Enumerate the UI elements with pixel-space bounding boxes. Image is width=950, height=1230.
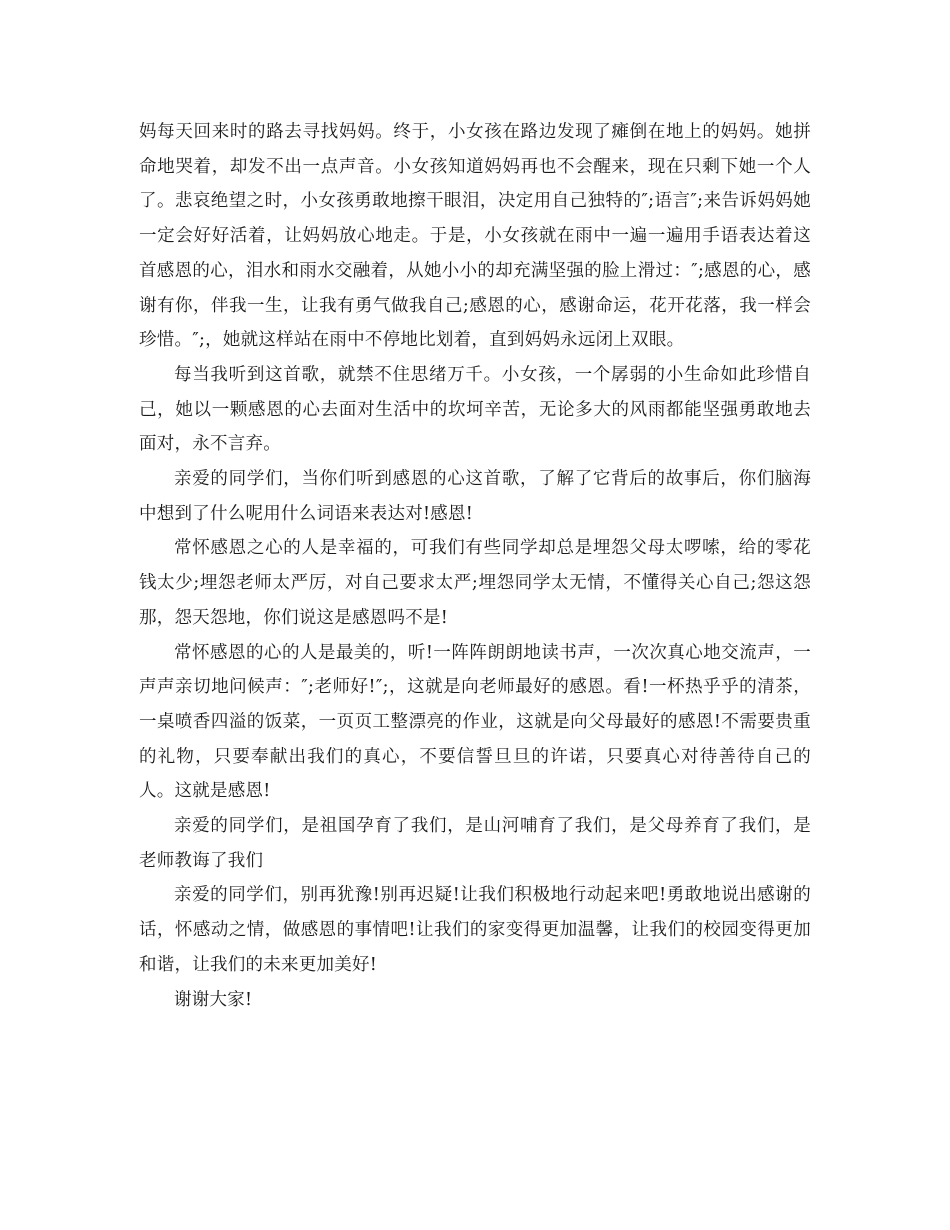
paragraph-thanks: 谢谢大家! (174, 989, 253, 1010)
paragraph-call-to-action: 亲爱的同学们，别再犹豫!别再迟疑!让我们积极地行动起来吧!勇敢地说出感谢的话，怀感动之情，做感恩的事情吧!让我们的家变得更加温馨，让我们的校园变得更加和谐，让我们的未来更加美好! (139, 885, 811, 975)
document-body (139, 115, 811, 1017)
paragraph-nurtured: 亲爱的同学们，是祖国孕育了我们，是山河哺育了我们，是父母养育了我们，是老师教诲了我们 (139, 816, 811, 871)
paragraph-story-continuation: 妈每天回来时的路去寻找妈妈。终于，小女孩在路边发现了瘫倒在地上的妈妈。她拼命地哭着，却发不出一点声音。小女孩知道妈妈再也不会醒来，现在只剩下她一个人了。悲哀绝望之时，小女孩勇敢地擦干眼泪，决定用自己独特的″;语言″;来告诉妈妈她一定会好好活着，让妈妈放心地走。于是，小女孩就在雨中一遍一遍用手语表达着这首感恩的心，泪水和雨水交融着，从她小小的却充满坚强的脸上滑过：″;感恩的心，感谢有你，伴我一生，让我有勇气做我自己;感恩的心，感谢命运，花开花落，我一样会珍惜。″;，她就这样站在雨中不停地比划着，直到妈妈永远闭上双眼。 (139, 122, 811, 351)
paragraph-question: 亲爱的同学们，当你们听到感恩的心这首歌，了解了它背后的故事后，你们脑海中想到了什么呢用什么词语来表达对!感恩! (139, 469, 811, 524)
paragraph-gratitude-examples: 常怀感恩的心的人是最美的，听!一阵阵朗朗地读书声，一次次真心地交流声，一声声亲切地问候声：″;老师好!″;，这就是向老师最好的感恩。看!一杯热乎乎的清茶，一桌喷香四溢的饭菜，一页页工整漂亮的作业，这就是向父母最好的感恩!不需要贵重的礼物，只要奉献出我们的真心，不要信誓旦旦的许诺，只要真心对待善待自己的人。这就是感恩! (139, 642, 811, 802)
paragraph-complaints: 常怀感恩之心的人是幸福的，可我们有些同学却总是埋怨父母太啰嗦，给的零花钱太少;埋怨老师太严厉，对自己要求太严;埋怨同学太无情，不懂得关心自己;怨这怨那，怨天怨地，你们说这是感恩吗不是! (139, 538, 811, 628)
paragraph-reflection: 每当我听到这首歌，就禁不住思绪万千。小女孩，一个孱弱的小生命如此珍惜自己，她以一颗感恩的心去面对生活中的坎坷辛苦，无论多大的风雨都能坚强勇敢地去面对，永不言弃。 (139, 364, 811, 455)
